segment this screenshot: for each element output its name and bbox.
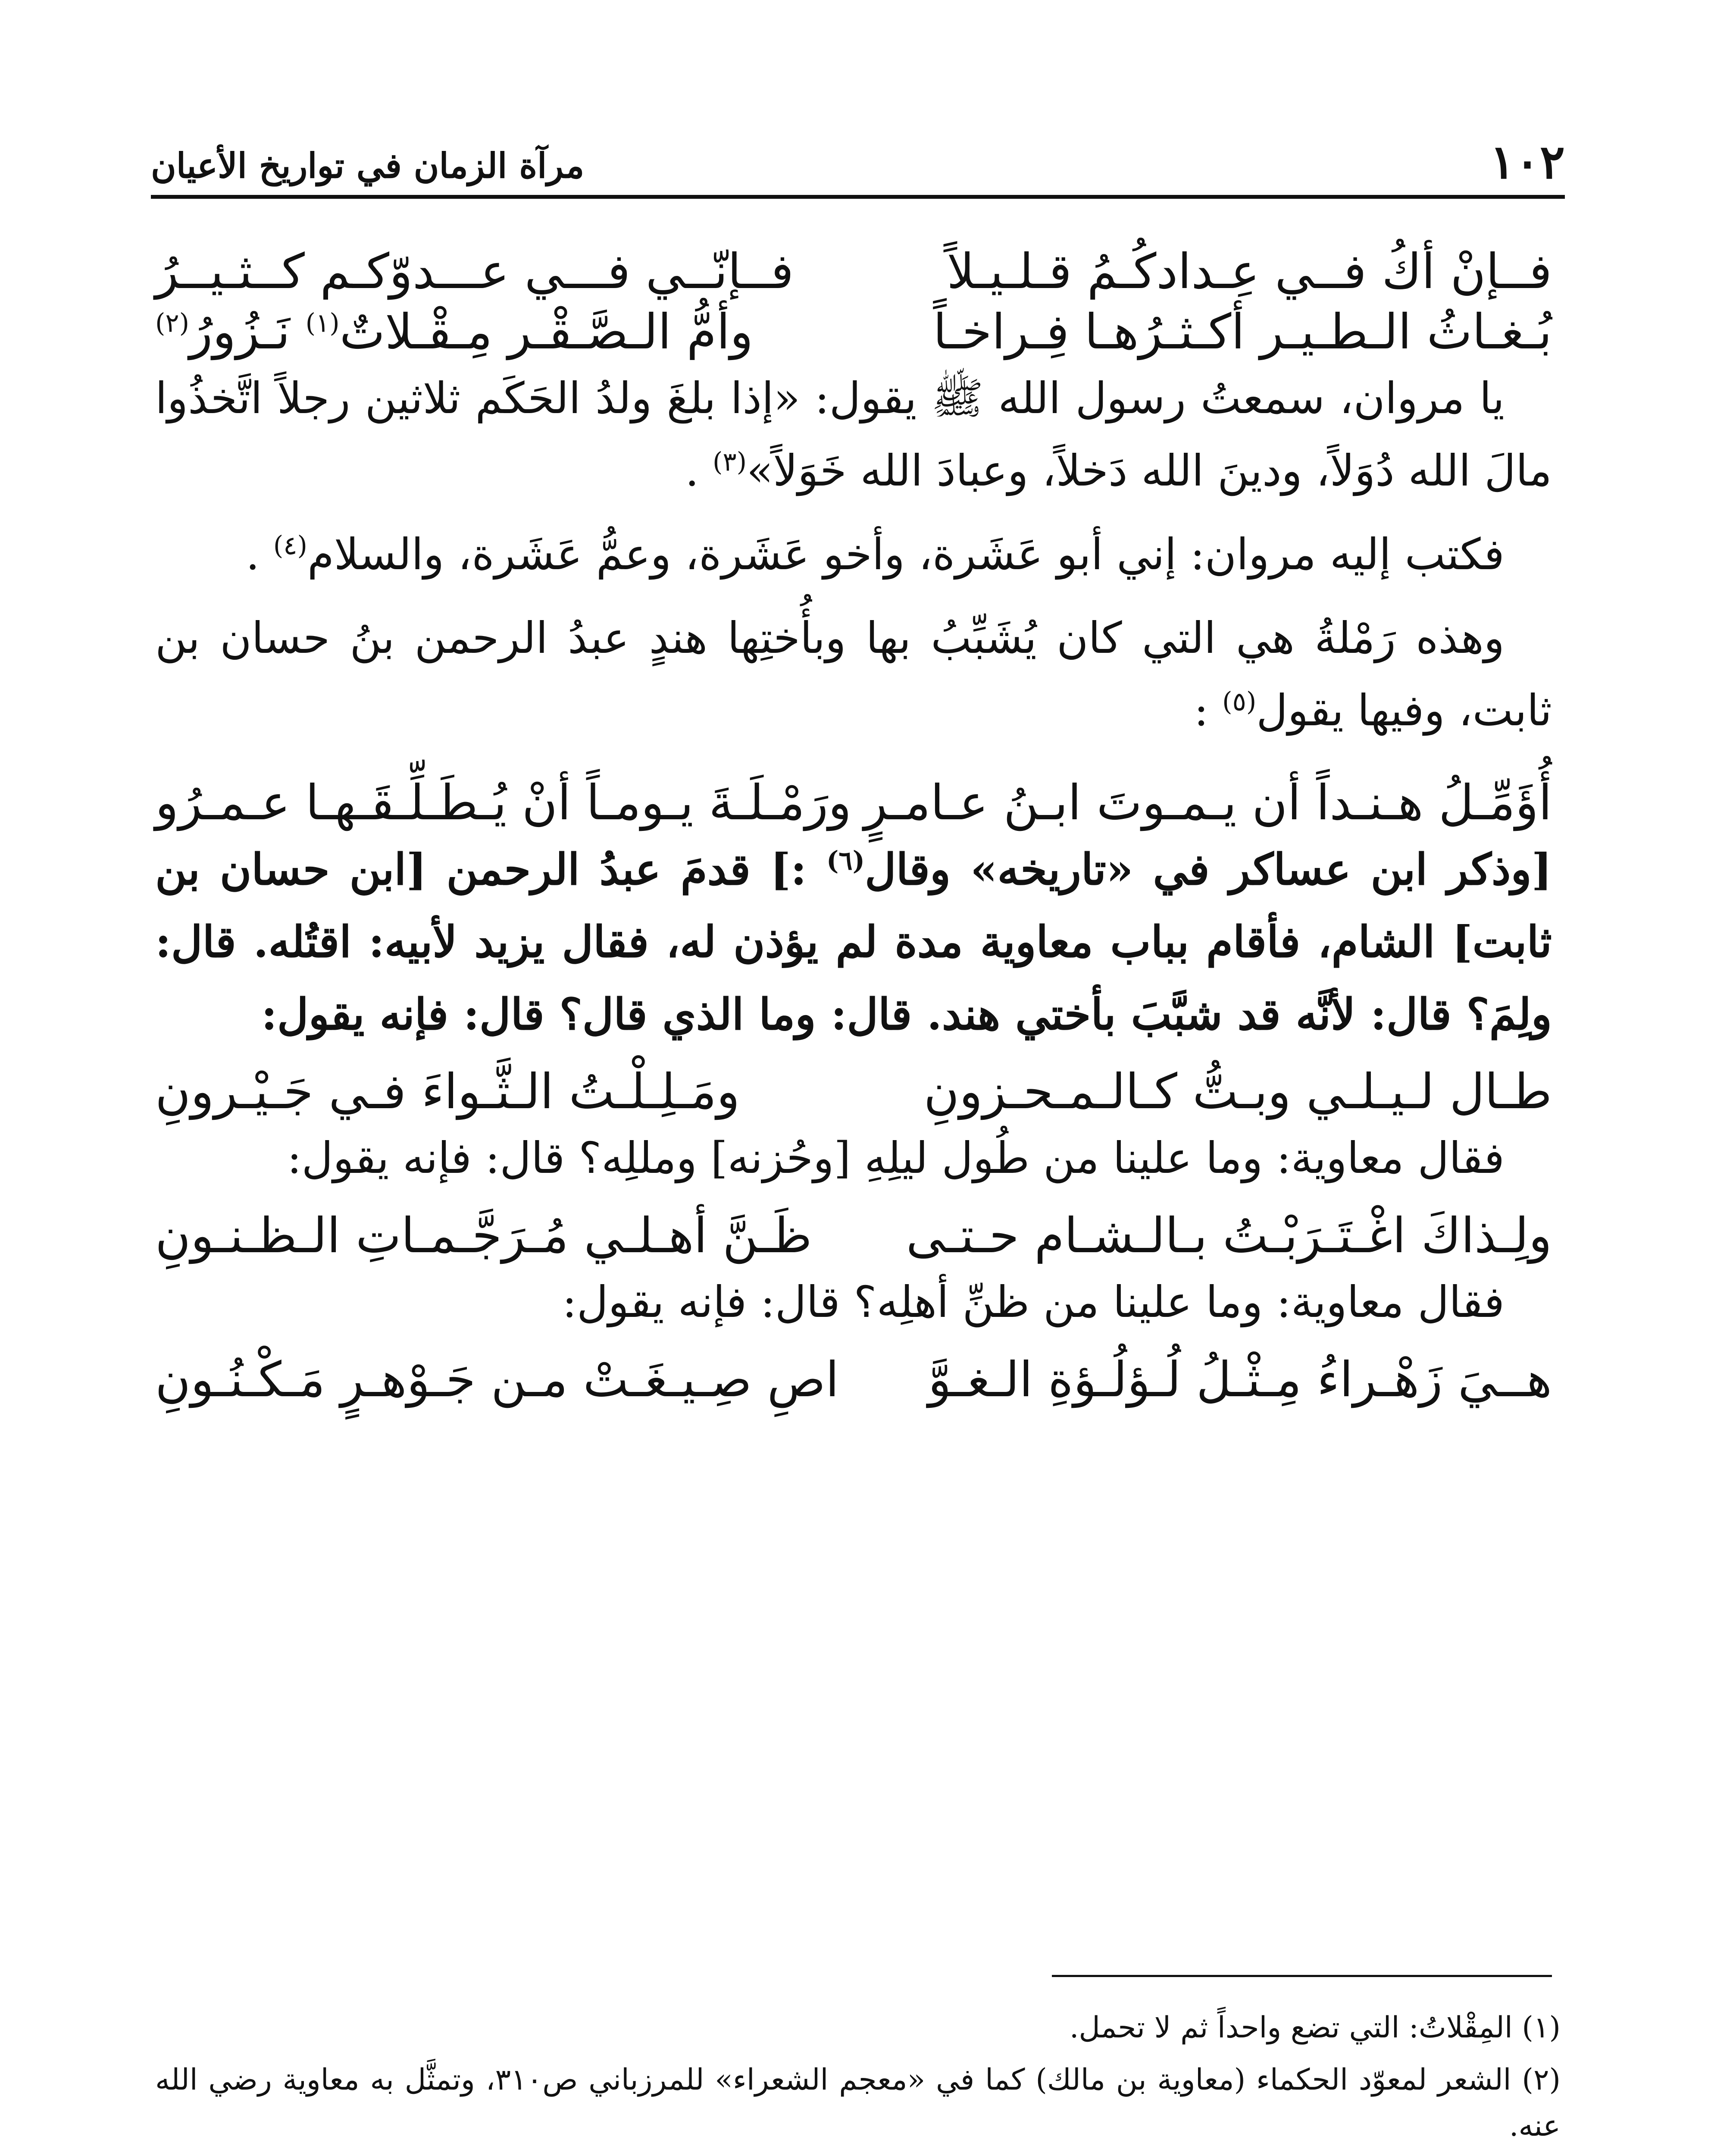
- verse-text: نَـزُورُ: [189, 304, 291, 360]
- verse-line: [155, 1350, 1552, 1410]
- footnote-marker: (٤): [273, 530, 307, 561]
- running-title: مرآة الزمان في تواريخ الأعيان: [151, 145, 585, 186]
- main-text: [155, 241, 1552, 1410]
- verse-line: [155, 1206, 1552, 1266]
- verse-line: [155, 1062, 1552, 1122]
- verse-second-hemistich: اصِ صِـيـغَـتْ مـن جَـوْهـرٍ مَـكْـنُـونِ: [155, 1352, 839, 1408]
- verse-second-hemistich: [155, 302, 753, 362]
- footnote-separator: [1052, 1975, 1552, 1977]
- verse-first-hemistich: أُؤَمِّـلُ هـنـداً أن يـمـوتَ ابـنُ عـامـرٍ: [863, 775, 1552, 831]
- verse-first-hemistich: بُـغـاثُ الـطـيـر أكـثـرُهـا فِـراخـاً: [933, 304, 1552, 360]
- verse-line: [155, 302, 1552, 362]
- verse-first-hemistich: طـال لـيـلـي وبـتُّ كـالـمـحـزونِ: [923, 1064, 1552, 1120]
- footnote: (١) المِقْلاتُ: التي تضع واحداً ثم لا تحمل.: [1069, 2011, 1561, 2045]
- footnote-marker: (١): [305, 308, 340, 338]
- footnotes: [155, 2005, 1561, 2156]
- punctuation: :: [1194, 685, 1209, 736]
- verse-first-hemistich: هــيَ زَهْـراءُ مِـثْـلُ لُـؤلُـؤةِ الـغـوَّ: [928, 1352, 1552, 1408]
- paragraph: [155, 833, 1552, 1050]
- verse-second-hemistich: ورَمْـلَـةَ يـومـاً أنْ يُـطَـلِّـقَـهـا عـمـرُو: [155, 775, 852, 831]
- paragraph-text: [وذكر ابن عساكر في «تاريخه» وقال: [864, 844, 1552, 895]
- punctuation: .: [246, 529, 260, 580]
- paragraph: [155, 362, 1552, 507]
- footnote-marker: (٣): [713, 447, 747, 477]
- page-header: [151, 121, 1565, 189]
- verse-second-hemistich: فــإنّــي فـــي عـــدوّكـم كــثـيــرُ: [155, 244, 794, 300]
- paragraph-text: يا مروان، سمعتُ رسول الله ﷺ يقول: «إذا بلغَ ولدُ الحَكَم ثلاثين رجلاً اتَّخذُوا مالَ الله دُوَلاً، ودينَ الله دَخلاً، وعبادَ الله خَوَلاً»: [155, 373, 1552, 496]
- paragraph-text: :] قدمَ عبدُ الرحمن [ابن حسان بن ثابت] الشام، فأقام بباب معاوية مدة لم يؤذن له، فقال يزيد لأبيه: اقتُله. قال: ولِمَ؟ قال: لأنَّه قد شبَّبَ بأختي هند. قال: وما الذي قال؟ قال: فإنه يقول:: [155, 844, 1552, 1040]
- paragraph: فقال معاوية: وما علينا من طُول ليلِهِ [وحُزنه] ومللِه؟ قال: فإنه يقول:: [287, 1133, 1505, 1183]
- verse-line: [155, 241, 1552, 302]
- verse-first-hemistich: ولِـذاكَ اغْـتَـرَبْـتُ بـالـشـام حـتـى: [906, 1208, 1552, 1264]
- footnote-marker: (٥): [1222, 686, 1257, 717]
- verse-first-hemistich: فــإنْ أكُ فــي عِـدادكُـمُ قـلـيـلاً: [947, 244, 1552, 300]
- verse-text: وأمُّ الـصَّـقْـر مِـقْـلاتٌ: [339, 304, 754, 360]
- verse-second-hemistich: ظَـنَّ أهـلـي مُـرَجَّـمـاتِ الـظـنـونِ: [155, 1208, 812, 1264]
- paragraph-text: فكتب إليه مروان: إني أبو عَشَرة، وأخو عَشَرة، وعمُّ عَشَرة، والسلام: [307, 529, 1505, 580]
- paragraph-text: وهذه رَمْلةُ هي التي كان يُشَبِّبُ بها وبأُختِها هندٍ عبدُ الرحمن بنُ حسان بن ثابت، وفيها يقول: [155, 613, 1552, 736]
- header-rule: [151, 195, 1565, 199]
- page-number: ١٠٢: [1489, 135, 1565, 189]
- paragraph: [155, 602, 1552, 747]
- footnote: (٢) الشعر لمعوّد الحكماء (معاوية بن مالك) كما في «معجم الشعراء» للمرزباني ص٣١٠، وتمثَّل به معاوية رضي الله عنه.: [155, 2062, 1561, 2143]
- verse-second-hemistich: ومَـلِـلْـتُ الـثَّـواءَ فـي جَـيْـرونِ: [155, 1064, 740, 1120]
- footnote-marker: (٦): [826, 846, 865, 876]
- footnote-marker: (٢): [155, 308, 190, 338]
- paragraph: فقال معاوية: وما علينا من ظنِّ أهلِه؟ قال: فإنه يقول:: [562, 1277, 1505, 1327]
- paragraph: [155, 518, 1552, 591]
- verse-line: [155, 773, 1552, 833]
- punctuation: .: [685, 445, 699, 496]
